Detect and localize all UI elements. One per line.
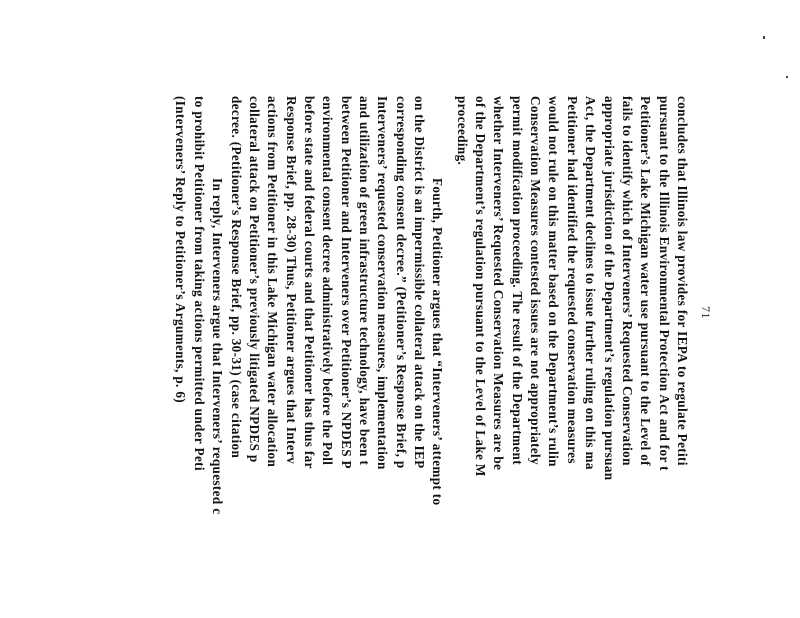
text-line: actions from Petitioner in this Lake Michigan water allocation [265,96,281,468]
text-line: of the Department’s regulation pursuant to the Level of Lake M [473,96,489,477]
text-line: would not rule on this matter based on the Department’s rulin [546,96,562,467]
text-line: Conservation Measures contested issues are not appropriately [528,96,544,465]
text-line: Petitioner had identified the requested conservation measures [564,96,580,464]
text-line: (Interveners’ Reply to Petitioner’s Arguments, p. 6) [173,96,189,404]
scan-speck [763,36,765,39]
page-number: 71 [699,306,713,319]
text-line: on the District is an impermissible collateral attack on the IEP [412,96,428,469]
text-line: and utilization of green infrastructure technology, have been t [357,96,372,466]
text-line: fails to identify which of Interveners’ Requested Conservation [619,96,635,466]
text-line: between Petitioner and Interveners over Petitioner’s NPDES P [338,96,354,469]
text-line: decree. (Petitioner’s Response Brief, pp. 30-31) (case citation [228,96,244,459]
text-line: Act, the Department declines to issue further ruling on this ma [583,96,599,470]
text-line: Fourth, Petitioner argues that “Interveners’ attempt to [430,178,446,506]
text-line: collateral attack on Petitioner’s previously litigated NPDES p [247,96,262,463]
text-line: permit modification proceeding. The result of the Department [509,96,525,465]
text-line: Response Brief, pp. 28-30) Thus, Petitioner argues that Interv [283,96,299,465]
text-line: proceeding. [454,96,470,166]
text-line: before state and federal courts and that Petitioner has thus far [302,96,317,469]
text-line: pursuant to the Illinois Environmental Protection Act and for t [656,96,672,471]
scan-speck [786,76,788,78]
text-line: whether Interveners’ Requested Conservation Measures are be [491,96,507,471]
text-line: to prohibit Petitioner from taking actions permitted under Peti [191,96,207,471]
text-line: concludes that Illinois law provides for IEPA to regulate Petiti [675,96,690,466]
text-line: Interveners’ requested conservation measures, implementation [375,96,391,470]
text-line: corresponding consent decree.” (Petitioner’s Response Brief, p [393,96,409,469]
text-line: environmental consent decree administratively before the Poll [320,96,336,466]
text-line: Petitioner’s Lake Michigan water use pursuant to the Level of [638,96,654,466]
text-line: In reply, Interveners argue that Interveners’ requested c [210,178,226,515]
text-line: appropriate jurisdiction of the Department’s regulation pursuan [601,96,617,481]
